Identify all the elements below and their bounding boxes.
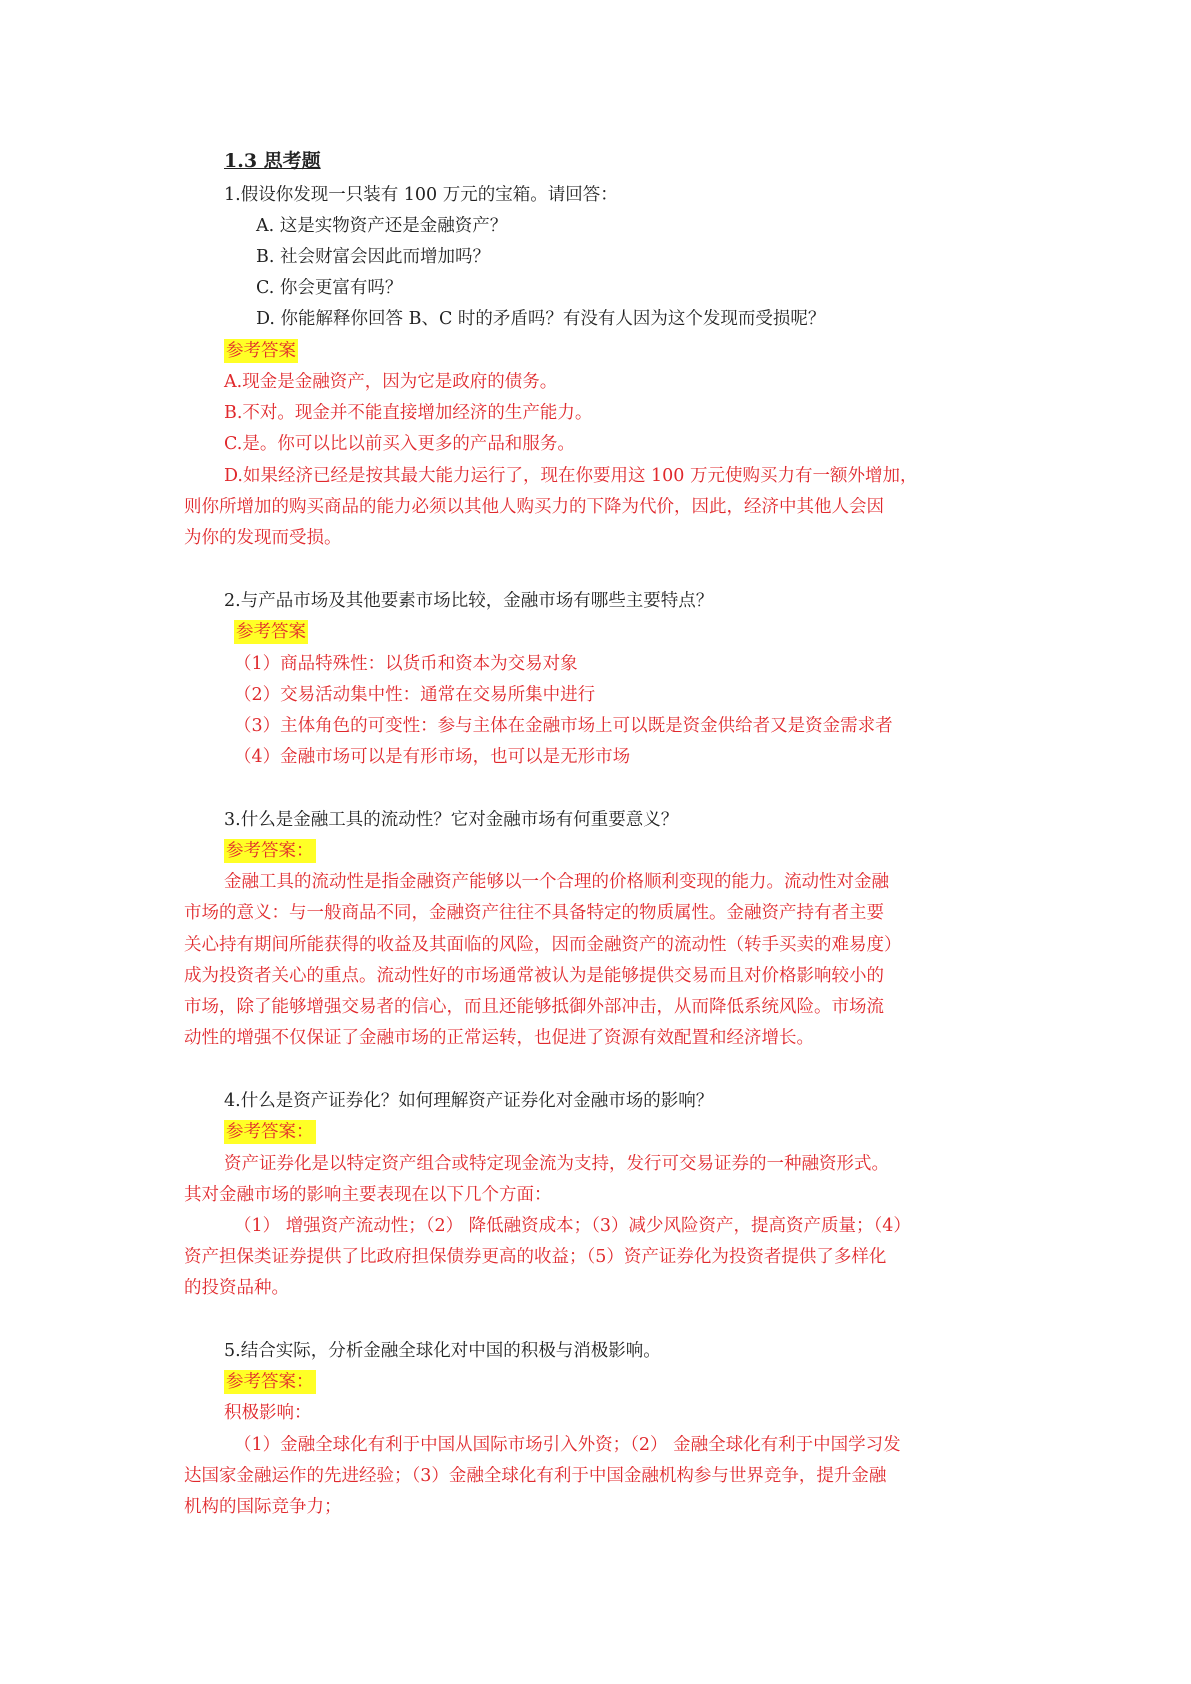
q1-answer-line: B.不对。现金并不能直接增加经济的生产能力。	[224, 403, 593, 423]
q2-answer-line: （1）商品特殊性：以货币和资本为交易对象	[234, 654, 578, 674]
q3-answer-line: 关心持有期间所能获得的收益及其面临的风险，因而金融资产的流动性（转手买卖的难易度）	[184, 935, 902, 955]
q3-answer-line: 市场，除了能够增强交易者的信心，而且还能够抵御外部冲击，从而降低系统风险。市场流	[184, 997, 884, 1017]
q3-answer-line: 动性的增强不仅保证了金融市场的正常运转，也促进了资源有效配置和经济增长。	[184, 1028, 814, 1048]
question-2: 2.与产品市场及其他要素市场比较，金融市场有哪些主要特点？	[224, 591, 714, 611]
q4-answer-line: （1） 增强资产流动性；（2） 降低融资成本；（3）减少风险资产，提高资产质量；（4）	[234, 1216, 911, 1236]
q3-answer-line: 市场的意义：与一般商品不同，金融资产往往不具备特定的物质属性。金融资产持有者主要	[184, 903, 884, 923]
q5-answer-line: 达国家金融运作的先进经验；（3）金融全球化有利于中国金融机构参与世界竞争，提升金融	[184, 1466, 887, 1486]
q1-answer-line: C.是。你可以比以前买入更多的产品和服务。	[224, 434, 575, 454]
q1-option-c: C. 你会更富有吗？	[256, 278, 403, 298]
q1-option-d: D. 你能解释你回答 B、C 时的矛盾吗？有没有人因为这个发现而受损呢？	[256, 309, 826, 329]
q3-answer-line: 金融工具的流动性是指金融资产能够以一个合理的价格顺利变现的能力。流动性对金融	[224, 872, 889, 892]
q3-answer-line: 成为投资者关心的重点。流动性好的市场通常被认为是能够提供交易而且对价格影响较小的	[184, 966, 884, 986]
q4-answer-line: 其对金融市场的影响主要表现在以下几个方面：	[184, 1185, 552, 1205]
q5-answer-line: 机构的国际竞争力；	[184, 1497, 342, 1517]
question-3: 3.什么是金融工具的流动性？它对金融市场有何重要意义？	[224, 810, 679, 830]
q3-answer-label: 参考答案：	[226, 841, 314, 861]
q1-answer-line: D.如果经济已经是按其最大能力运行了，现在你要用这 100 万元使购买力有一额外增加，	[224, 466, 918, 486]
q2-answer-line: （2）交易活动集中性：通常在交易所集中进行	[234, 685, 596, 705]
q5-answer-line: 积极影响：	[224, 1403, 312, 1423]
q4-answer-line: 的投资品种。	[184, 1278, 289, 1298]
q1-answer-line: 则你所增加的购买商品的能力必须以其他人购买力的下降为代价，因此，经济中其他人会因	[184, 497, 884, 517]
q5-answer-line: （1）金融全球化有利于中国从国际市场引入外资；（2） 金融全球化有利于中国学习发	[234, 1435, 901, 1455]
q2-answer-label: 参考答案	[236, 622, 306, 642]
q4-answer-label: 参考答案：	[226, 1122, 314, 1142]
q1-answer-label: 参考答案	[226, 341, 296, 361]
question-4: 4.什么是资产证券化？如何理解资产证券化对金融市场的影响？	[224, 1091, 714, 1111]
q2-answer-line: （3）主体角色的可变性：参与主体在金融市场上可以既是资金供给者又是资金需求者	[234, 716, 893, 736]
q4-answer-line: 资产担保类证券提供了比政府担保债券更高的收益；（5）资产证券化为投资者提供了多样化	[184, 1247, 887, 1267]
question-1: 1.假设你发现一只装有 100 万元的宝箱。请回答：	[224, 185, 618, 205]
q5-answer-label: 参考答案：	[226, 1372, 314, 1392]
question-5: 5.结合实际，分析金融全球化对中国的积极与消极影响。	[224, 1341, 661, 1361]
q1-option-a: A. 这是实物资产还是金融资产？	[256, 216, 508, 236]
q1-answer-line: A.现金是金融资产，因为它是政府的债务。	[224, 372, 558, 392]
q4-answer-line: 资产证券化是以特定资产组合或特定现金流为支持，发行可交易证券的一种融资形式。	[224, 1154, 889, 1174]
q2-answer-line: （4）金融市场可以是有形市场，也可以是无形市场	[234, 747, 631, 767]
q1-answer-line: 为你的发现而受损。	[184, 528, 342, 548]
section-title: 1.3 思考题	[224, 150, 321, 172]
q1-option-b: B. 社会财富会因此而增加吗？	[256, 247, 490, 267]
